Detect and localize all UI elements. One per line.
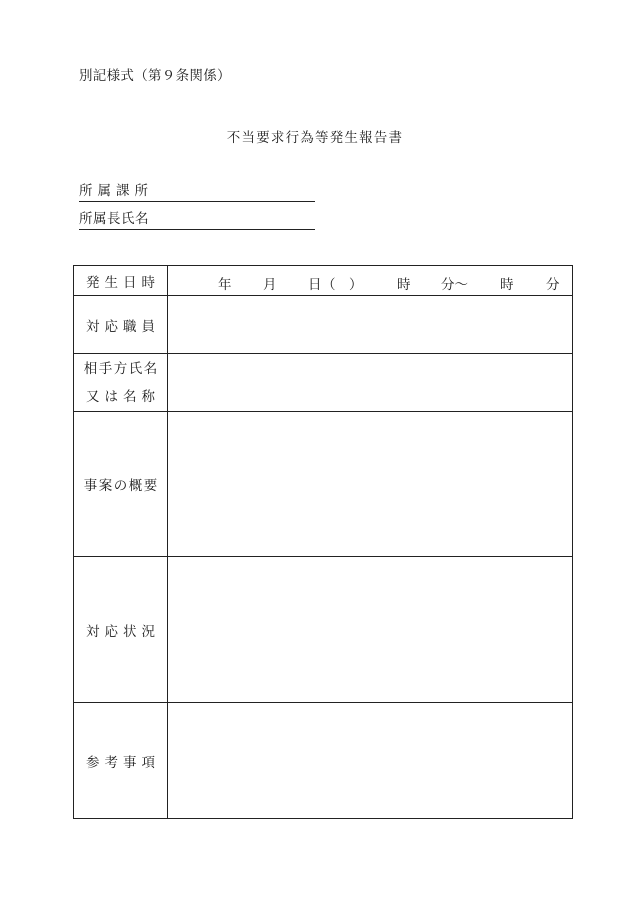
document-title: 不当要求行為等発生報告書 bbox=[226, 130, 404, 146]
form-reference: 別記様式（第９条関係） bbox=[79, 68, 231, 84]
notes-input-cell[interactable] bbox=[168, 703, 573, 819]
status-row bbox=[74, 557, 573, 703]
notes-label: 参考事項 bbox=[86, 754, 160, 771]
summary-input-cell[interactable] bbox=[168, 412, 573, 557]
counterpart-label-cell bbox=[74, 354, 168, 412]
counterpart-label-line2: 又は名称 bbox=[86, 388, 160, 405]
minute-end-unit: 分 bbox=[546, 277, 560, 293]
hour-start-unit: 時 bbox=[397, 277, 411, 293]
staff-label-cell bbox=[74, 296, 168, 354]
summary-row bbox=[74, 412, 573, 557]
status-label-cell bbox=[74, 557, 168, 703]
notes-row bbox=[74, 703, 573, 819]
staff-label: 対応職員 bbox=[86, 318, 160, 335]
summary-label: 事案の概要 bbox=[83, 478, 159, 494]
weekday-parens: （ ） bbox=[322, 277, 363, 293]
minute-start-unit: 分～ bbox=[441, 277, 468, 293]
counterpart-row bbox=[74, 354, 573, 412]
occurrence-label: 発生日時 bbox=[86, 274, 160, 291]
department-label: 所属課所 bbox=[79, 183, 153, 199]
occurrence-datetime-cell[interactable] bbox=[168, 266, 573, 296]
report-table bbox=[73, 265, 573, 819]
year-unit: 年 bbox=[218, 277, 232, 293]
staff-input-cell[interactable] bbox=[168, 296, 573, 354]
occurrence-row bbox=[74, 266, 573, 296]
summary-label-cell bbox=[74, 412, 168, 557]
department-field[interactable] bbox=[79, 181, 315, 202]
chief-name-label: 所属長氏名 bbox=[79, 211, 149, 227]
notes-label-cell bbox=[74, 703, 168, 819]
occurrence-label-cell bbox=[74, 266, 168, 296]
counterpart-label-line1: 相手方氏名 bbox=[83, 360, 159, 377]
status-input-cell[interactable] bbox=[168, 557, 573, 703]
status-label: 対応状況 bbox=[86, 623, 160, 640]
day-unit: 日 bbox=[308, 277, 322, 293]
chief-name-field[interactable] bbox=[79, 209, 315, 230]
counterpart-input-cell[interactable] bbox=[168, 354, 573, 412]
month-unit: 月 bbox=[263, 277, 277, 293]
staff-row bbox=[74, 296, 573, 354]
hour-end-unit: 時 bbox=[500, 277, 514, 293]
